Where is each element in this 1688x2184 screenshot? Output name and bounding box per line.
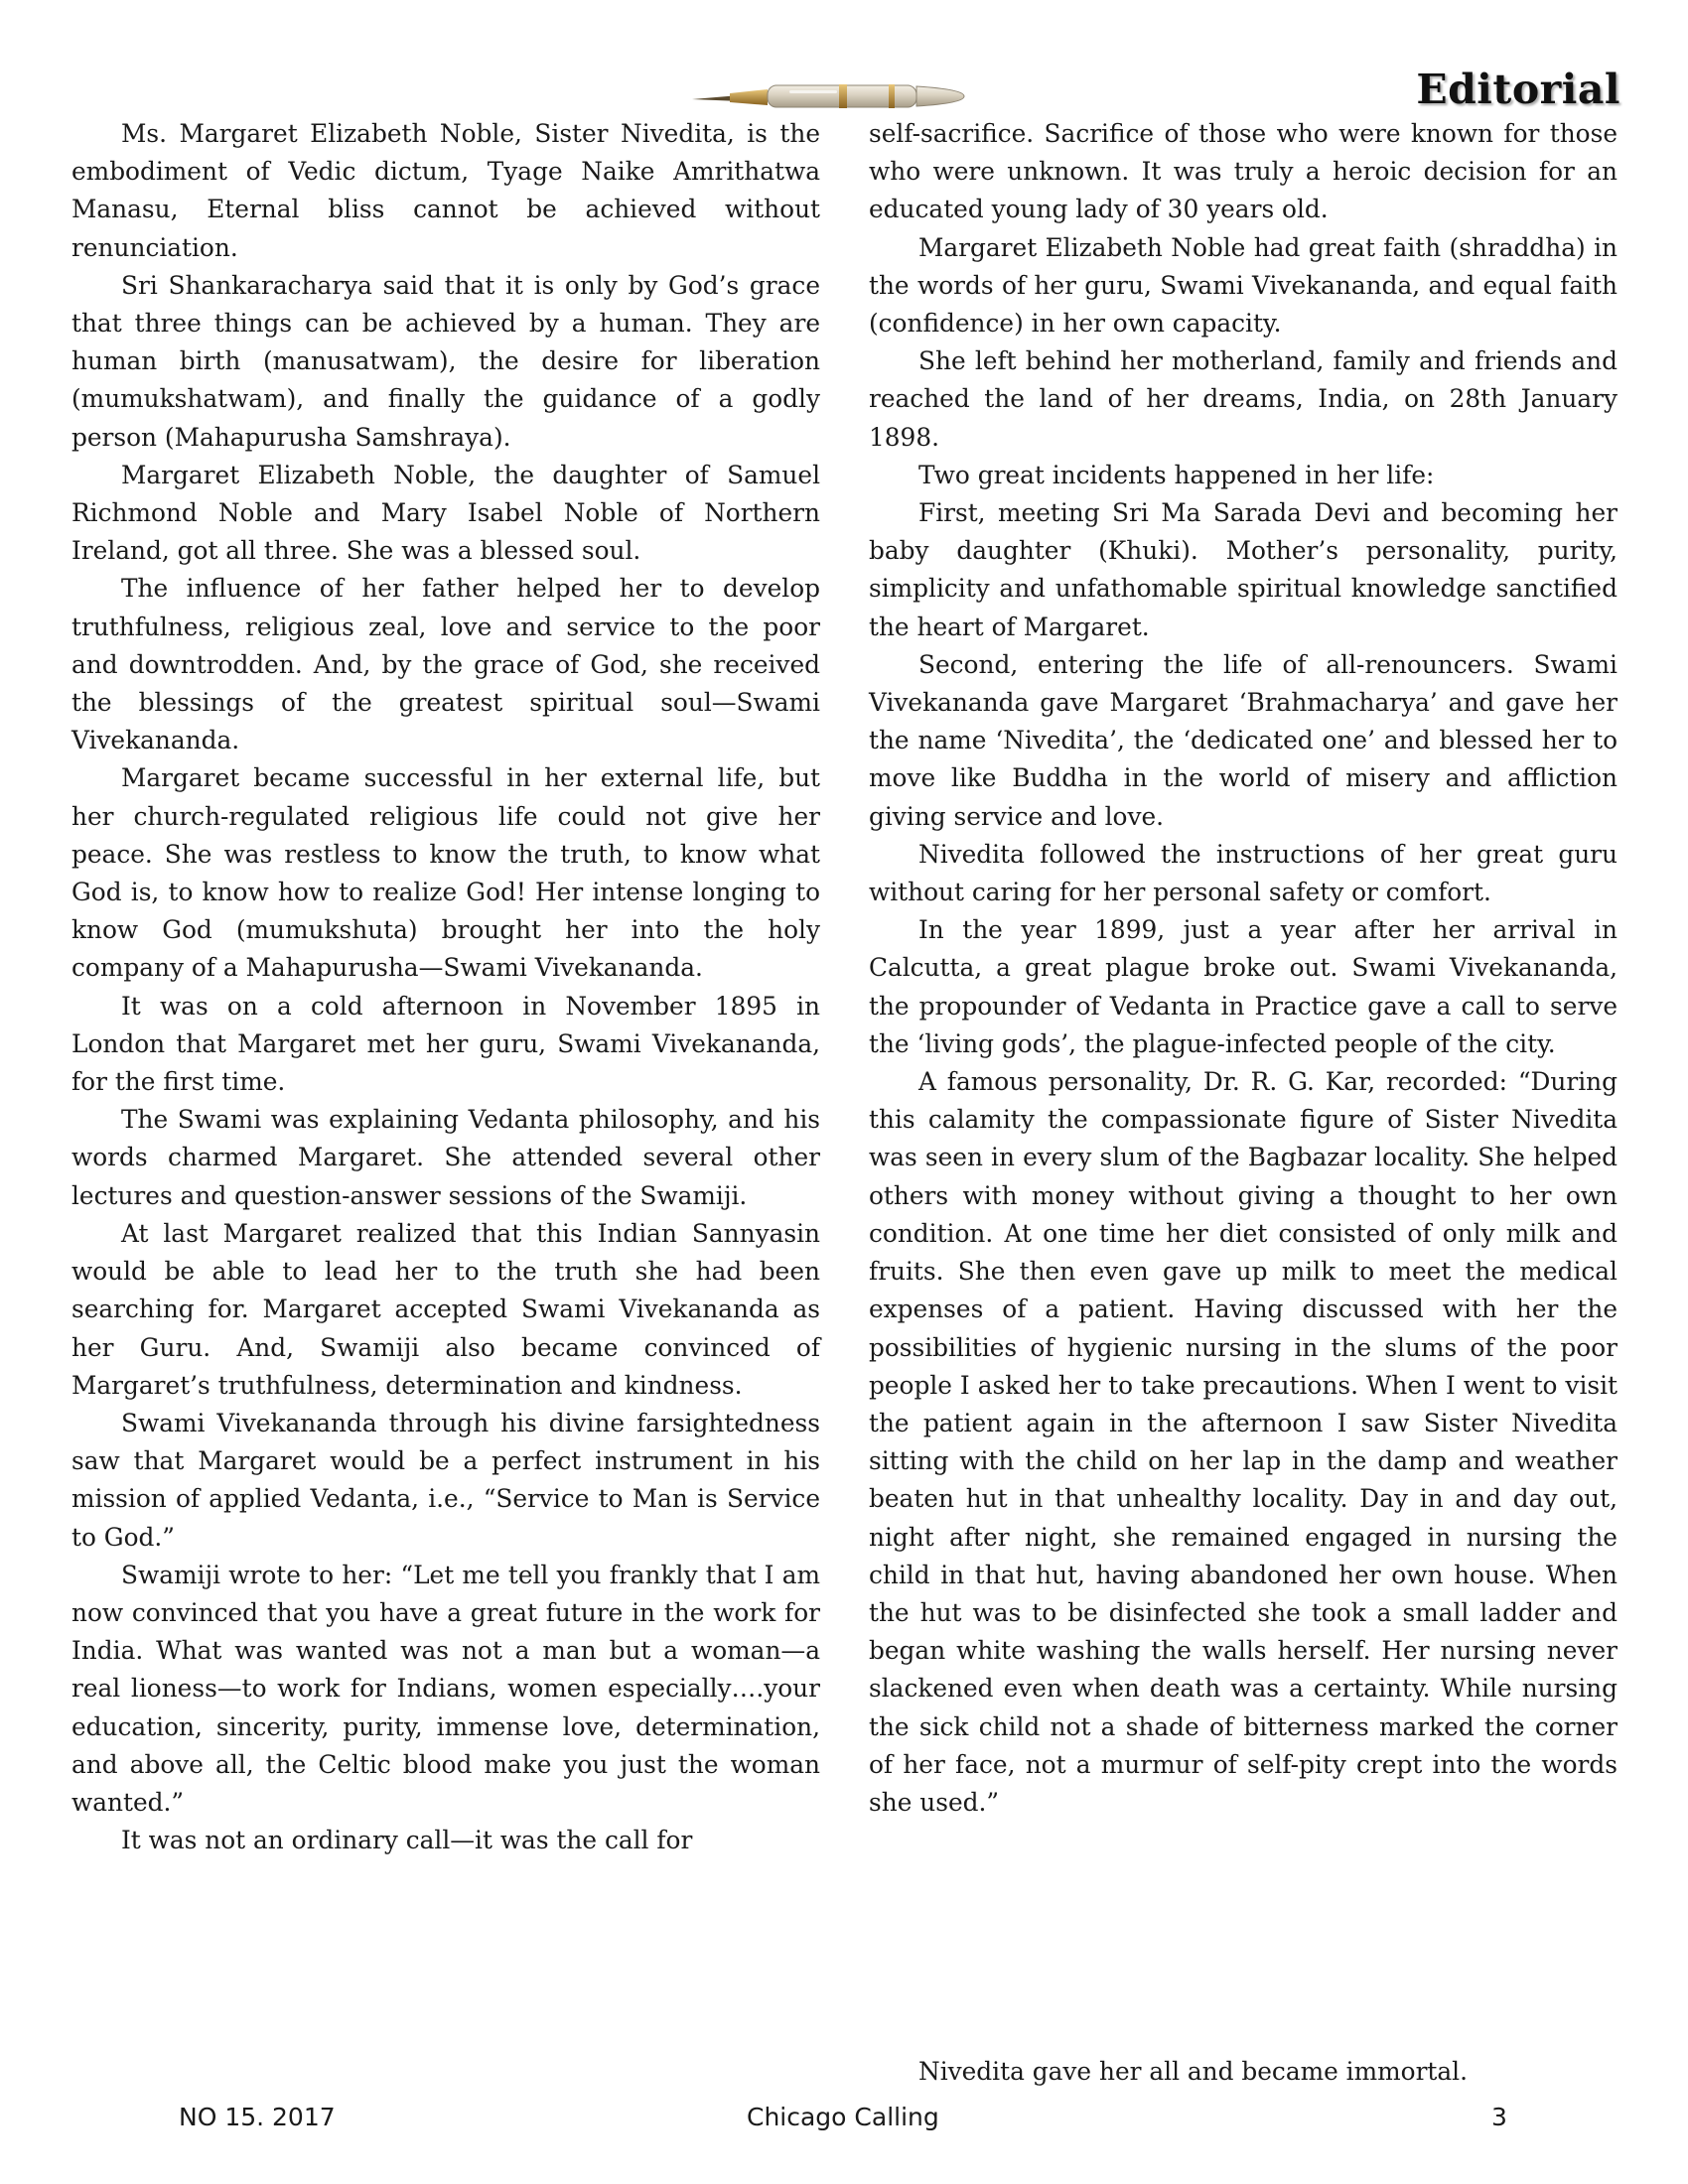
paragraph: Margaret Elizabeth Noble, the daughter of Samuel Richmond Noble and Mary Isabel Noble of Northern Ireland, got all three. She was a blessed soul. [71, 460, 820, 566]
paragraph: She left behind her motherland, family and friends and reached the land of her dreams, India, on 28th January 1898. [869, 346, 1618, 452]
paragraph: In the year 1899, just a year after her arrival in Calcutta, a great plague broke out. Swami Vivekananda, the propounder of Vedanta in Practice gave a call to serve the ‘living gods’, the plague-infected people of the city. [869, 915, 1618, 1058]
page-footer [0, 2103, 1688, 2136]
paragraph: At last Margaret realized that this Indian Sannyasin would be able to lead her to the truth she had been searching for. Margaret accepted Swami Vivekananda as her Guru. And, Swamiji also became convinced of Margaret’s truthfulness, determination and kindness. [71, 1218, 820, 1400]
publication-name: Chicago Calling [747, 2103, 939, 2131]
paragraph: Margaret Elizabeth Noble had great faith (shraddha) in the words of her guru, Swami Vivekananda, and equal faith (confidence) in her own capacity. [869, 232, 1618, 339]
paragraph: Nivedita followed the instructions of her great guru without caring for her personal safety or comfort. [869, 839, 1618, 907]
paragraph: Ms. Margaret Elizabeth Noble, Sister Nivedita, is the embodiment of Vedic dictum, Tyage Naike Amrithatwa Manasu, Eternal bliss cannot be achieved without renunciation. [71, 119, 820, 262]
fountain-pen-icon [690, 69, 968, 119]
right-column [869, 115, 1618, 1822]
paragraph: Second, entering the life of all-renouncers. Swami Vivekananda gave Margaret ‘Brahmacharya’ and gave her the name ‘Nivedita’, the ‘dedicated one’ and blessed her to move like Buddha in the world of misery and affliction giving service and love. [869, 649, 1618, 831]
left-column [71, 115, 820, 1859]
paragraph: A famous personality, Dr. R. G. Kar, recorded: “During this calamity the compassionate figure of Sister Nivedita was seen in every slum of the Bagbazar locality. She helped others with money without giving a thought to her own condition. At one time her diet consisted of only milk and fruits. She then even gave up milk to meet the medical expenses of a patient. Having discussed with her the possibilities of hygienic nursing in the slums of the poor people I asked her to take precautions. When I went to visit the patient again in the afternoon I saw Sister Nivedita sitting with the child on her lap in the damp and weather beaten hut in that unhealthy locality. Day in and day out, night after night, she remained engaged in nursing the child in that hut, having abandoned her own house. When the hut was to be disinfected she took a small ladder and began white washing the walls herself. Her nursing never slackened even when death was a certainty. While nursing the sick child not a shade of bitterness marked the corner of her face, not a murmur of self-pity crept into the words she used.” [869, 1067, 1618, 1817]
issue-number: NO 15. 2017 [179, 2103, 336, 2131]
page-number: 3 [1491, 2103, 1507, 2131]
paragraph: It was on a cold afternoon in November 1895 in London that Margaret met her guru, Swami Vivekananda, for the first time. [71, 991, 820, 1097]
paragraph: Swamiji wrote to her: “Let me tell you frankly that I am now convinced that you have a great future in the work for India. What was wanted was not a man but a woman—a real lioness—to work for Indians, women especially….your education, sincerity, purity, immense love, determination, and above all, the Celtic blood make you just the woman wanted.” [71, 1560, 820, 1817]
paragraph: Swami Vivekananda through his divine farsightedness saw that Margaret would be a perfect instrument in his mission of applied Vedanta, i.e., “Service to Man is Service to God.” [71, 1408, 820, 1552]
paragraph: Two great incidents happened in her life: [918, 460, 1435, 489]
paragraph: self-sacrifice. Sacrifice of those who were known for those who were unknown. It was truly a heroic decision for an educated young lady of 30 years old. [869, 119, 1618, 224]
paragraph: Margaret became successful in her external life, but her church-regulated religious life could not give her peace. She was restless to know the truth, to know what God is, to know how to realize God! Her intense longing to know God (mumukshuta) brought her into the holy company of a Mahapurusha—Swami Vivekananda. [71, 763, 820, 983]
closing-line: Nivedita gave her all and became immortal. [918, 2057, 1468, 2086]
paragraph: The Swami was explaining Vedanta philosophy, and his words charmed Margaret. She attended several other lectures and question-answer sessions of the Swamiji. [71, 1105, 820, 1210]
paragraph: First, meeting Sri Ma Sarada Devi and becoming her baby daughter (Khuki). Mother’s personality, purity, simplicity and unfathomable spiritual knowledge sanctified the heart of Margaret. [869, 498, 1618, 641]
paragraph: The influence of her father helped her to develop truthfulness, religious zeal, love and service to the poor and downtrodden. And, by the grace of God, she received the blessings of the greatest spiritual soul—Swami Vivekananda. [71, 574, 820, 755]
paragraph: Sri Shankaracharya said that it is only by God’s grace that three things can be achieved by a human. They are human birth (manusatwam), the desire for liberation (mumukshatwam), and finally the guidance of a godly person (Mahapurusha Samshraya). [71, 270, 820, 452]
section-title: Editorial [1416, 66, 1620, 113]
paragraph: It was not an ordinary call—it was the call for [121, 1826, 693, 1855]
